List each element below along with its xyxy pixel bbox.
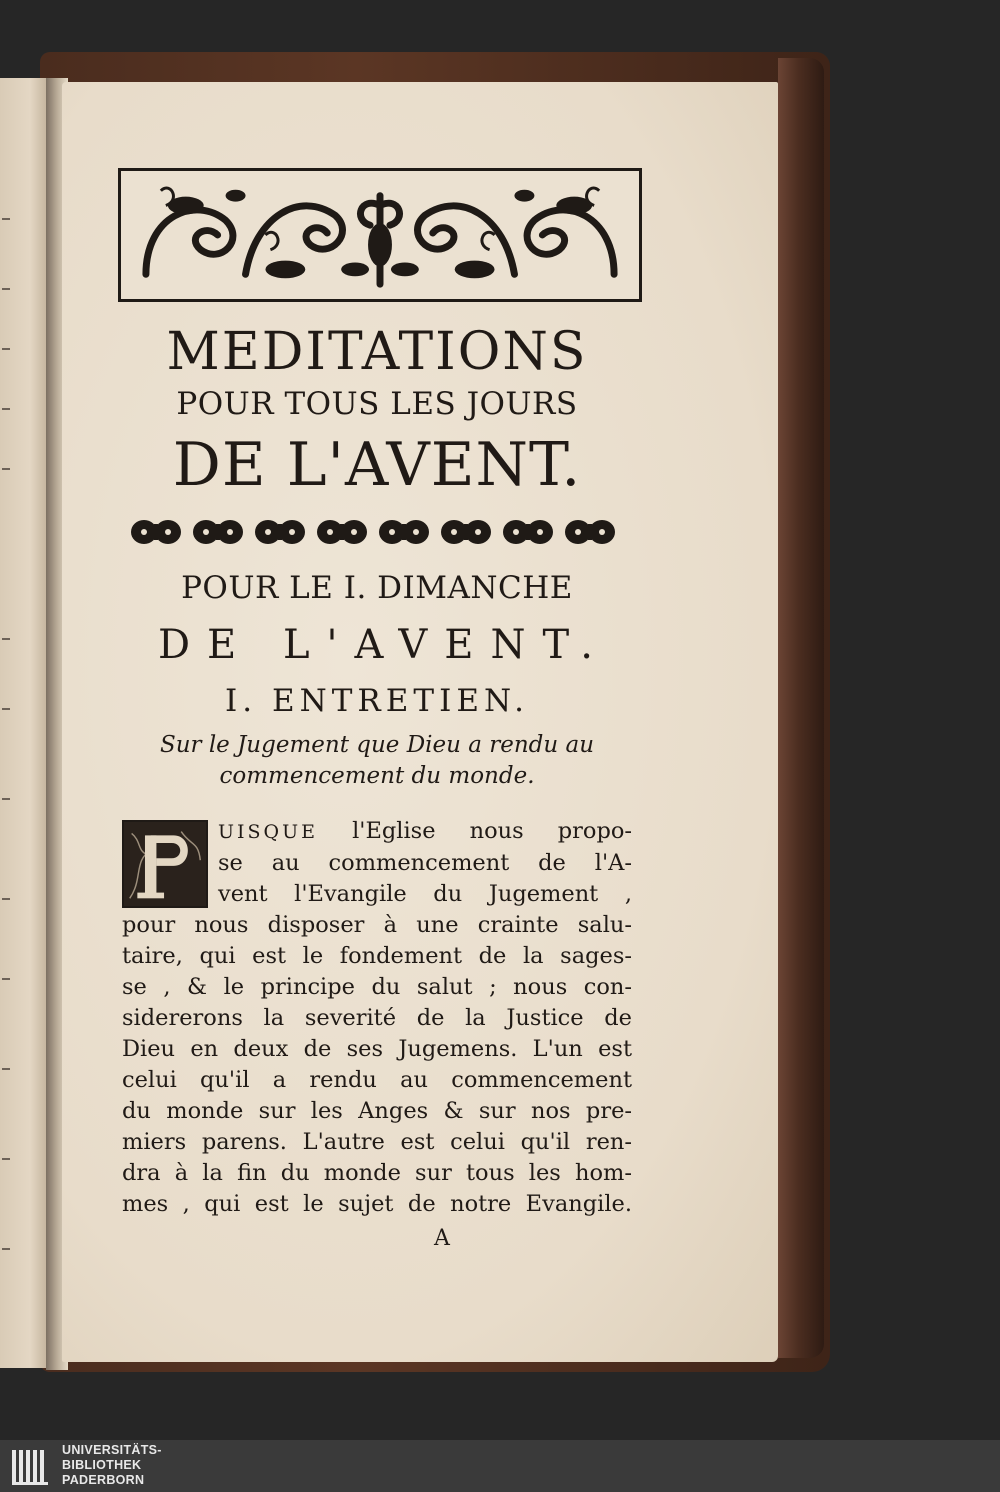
body-line: du monde sur les Anges & sur nos pre-: [122, 1098, 632, 1124]
body-line: miers parens. L'autre est celui qu'il ren-: [122, 1129, 632, 1155]
title-de-lavent: DE L'AVENT.: [172, 430, 582, 500]
left-page-text-fragment: [2, 468, 10, 470]
entretien-heading: I. ENTRETIEN.: [225, 683, 529, 719]
library-logo-icon: [12, 1446, 52, 1486]
left-page-text-fragment: [2, 1158, 10, 1160]
signature-mark: A: [434, 1226, 450, 1251]
body-line: Dieu en deux de ses Jugemens. L'un est: [122, 1036, 632, 1062]
body-line: sidererons la severité de la Justice de: [122, 1005, 632, 1031]
subtitle-line: commencement du monde.: [219, 763, 535, 789]
library-footer-bar: [0, 1440, 1000, 1492]
left-page-text-fragment: [2, 1068, 10, 1070]
drop-cap-ornament: [124, 822, 206, 906]
body-line: vent l'Evangile du Jugement ,: [218, 881, 632, 907]
body-line: se , & le principe du salut ; nous con-: [122, 974, 632, 1000]
left-page-text-fragment: [2, 288, 10, 290]
section-title-avent: DE L'AVENT.: [157, 622, 611, 668]
left-page-text-fragment: [2, 408, 10, 410]
library-name: [62, 1443, 162, 1488]
left-page-text-fragment: [2, 638, 10, 640]
ornamental-headpiece: [118, 168, 642, 302]
library-name-line: UNIVERSITÄTS-: [62, 1443, 162, 1457]
section-title-dimanche: POUR LE I. DIMANCHE: [181, 570, 573, 606]
left-page-text-fragment: [2, 348, 10, 350]
title-pour-tous-les-jours: POUR TOUS LES JOURS: [176, 386, 578, 422]
left-page-text-fragment: [2, 1248, 10, 1250]
fleuron-border: [122, 512, 632, 552]
body-line: taire, qui est le fondement de la sages-: [122, 943, 632, 969]
library-name-line: PADERBORN: [62, 1473, 145, 1487]
entretien-subtitle: [122, 730, 632, 792]
headpiece-ornament-image: [126, 176, 634, 294]
body-line: pour nous disposer à une crainte salu-: [122, 912, 632, 938]
body-line: se au commencement de l'A-: [218, 850, 632, 876]
body-line-text: l'Eglise nous propo-: [352, 818, 632, 844]
left-page-text-fragment: [2, 218, 10, 220]
body-line: mes , qui est le sujet de notre Evangile.: [122, 1191, 632, 1217]
recto-page: [62, 82, 778, 1362]
library-name-line: BIBLIOTHEK: [62, 1458, 142, 1472]
left-page-text-fragment: [2, 798, 10, 800]
title-meditations: MEDITATIONS: [166, 322, 588, 382]
page-content: [122, 168, 632, 1251]
body-line: dra à la fin du monde sur tous les hom-: [122, 1160, 632, 1186]
first-word-smallcaps: UISQUE: [218, 821, 318, 843]
fleuron-ornament-image: [122, 512, 632, 552]
left-page-text-fragment: [2, 898, 10, 900]
body-paragraph: [122, 816, 632, 1220]
left-page: [0, 78, 50, 1368]
subtitle-line: Sur le Jugement que Dieu a rendu au: [159, 732, 595, 758]
drop-cap-p-image: [122, 820, 208, 908]
left-page-text-fragment: [2, 978, 10, 980]
book-cover-edge: [778, 58, 824, 1358]
body-line: celui qu'il a rendu au commencement: [122, 1067, 632, 1093]
left-page-text-fragment: [2, 708, 10, 710]
